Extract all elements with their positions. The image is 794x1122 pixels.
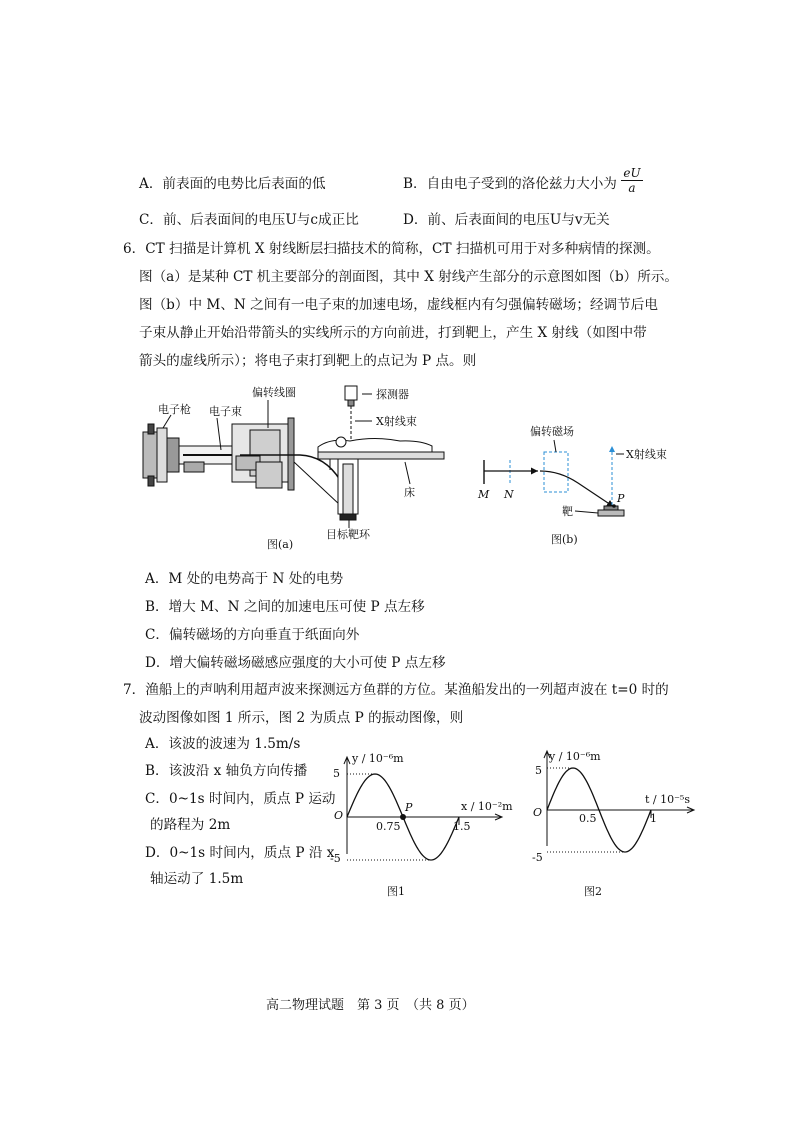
chart-1-xtick-end: 1.5 (453, 820, 471, 833)
q7-option-d: D．0~1s 时间内，质点 P 沿 x (145, 845, 335, 861)
q6-option-d: D．增大偏转磁场磁感应强度的大小可使 P 点左移 (145, 655, 446, 671)
chart-2-xtick-mid: 0.5 (579, 812, 597, 825)
fraction-numerator: eU (623, 166, 641, 180)
label-detector: 探测器 (376, 388, 409, 401)
label-x-ray-beam-a: X射线束 (376, 415, 417, 428)
q6-option-a: A．M 处的电势高于 N 处的电势 (145, 571, 344, 587)
label-m-plate: M (478, 488, 490, 501)
q6-option-c: C．偏转磁场的方向垂直于纸面向外 (145, 627, 360, 643)
label-electron-gun: 电子枪 (158, 403, 191, 416)
chart-2-ylabel: y / 10⁻⁶m (549, 750, 601, 763)
q6-stem-line-3: 图（b）中 M、N 之间有一电子束的加速电场，虚线框内有匀强偏转磁场；经调节后电 (139, 297, 658, 313)
label-target-ring: 目标靶环 (326, 528, 370, 541)
chart-2-ytick-min: -5 (532, 851, 543, 864)
q7-option-b: B．该波沿 x 轴负方向传播 (145, 763, 308, 779)
figure-a-caption: 图(a) (267, 538, 294, 551)
q7-stem-line-1: 7．渔船上的声呐利用超声波来探测远方鱼群的方位。某渔船发出的一列超声波在 t=0 时的 (123, 682, 669, 698)
chart-2-xlabel: t / 10⁻⁵s (645, 793, 690, 806)
q6-stem-line-1: 6．CT 扫描是计算机 X 射线断层扫描技术的简称，CT 扫描机可用于对多种病情的探测。 (123, 241, 660, 257)
q6-option-b: B．增大 M、N 之间的加速电压可使 P 点左移 (145, 599, 425, 615)
label-point-p: P (617, 492, 625, 505)
q5-option-b: B．自由电子受到的洛伦兹力大小为 (403, 176, 617, 192)
chart-1-xtick-mid: 0.75 (376, 820, 401, 833)
chart-1-ylabel: y / 10⁻⁶m (352, 752, 404, 765)
chart-1-point-p: P (405, 801, 413, 814)
label-deflection-coil: 偏转线圈 (252, 386, 296, 399)
chart-1-caption: 图1 (387, 885, 405, 898)
label-deflection-field: 偏转磁场 (530, 425, 574, 438)
fraction-denominator: a (621, 180, 643, 195)
q7-option-a: A．该波的波速为 1.5m/s (145, 736, 301, 752)
figure-b-caption: 图(b) (551, 533, 578, 546)
q7-option-d-cont: 轴运动了 1.5m (150, 871, 244, 887)
chart-1-ytick-max: 5 (333, 767, 340, 780)
q7-option-c: C．0~1s 时间内，质点 P 运动 (145, 791, 336, 807)
label-electron-beam: 电子束 (209, 405, 242, 418)
q6-stem-line-4: 子束从静止开始沿带箭头的实线所示的方向前进，打到靶上，产生 X 射线（如图中带 (139, 325, 647, 341)
chart-1-xlabel: x / 10⁻²m (461, 800, 513, 813)
chart-2-xtick-end: 1 (650, 812, 657, 825)
chart-2-origin: O (533, 806, 543, 819)
q5-option-d: D．前、后表面间的电压U与v无关 (403, 212, 610, 228)
label-bed: 床 (404, 486, 415, 499)
q7-option-c-cont: 的路程为 2m (150, 817, 231, 833)
chart-1-ytick-min: -5 (330, 852, 341, 865)
q5-option-c: C．前、后表面间的电压U与c成正比 (139, 212, 359, 228)
label-x-ray-beam-b: X射线束 (626, 448, 667, 461)
label-target: 靶 (562, 505, 573, 518)
q6-stem-line-5: 箭头的虚线所示）；将电子束打到靶上的点记为 P 点。则 (139, 353, 477, 369)
q6-stem-line-2: 图（a）是某种 CT 机主要部分的剖面图，其中 X 射线产生部分的示意图如图（b）所示。 (139, 269, 679, 285)
chart-2-caption: 图2 (584, 885, 602, 898)
q7-stem-line-2: 波动图像如图 1 所示，图 2 为质点 P 的振动图像，则 (139, 710, 464, 726)
q5-option-a: A．前表面的电势比后表面的低 (139, 176, 326, 192)
page-footer: 高二物理试题 第 3 页 （共 8 页） (266, 998, 475, 1013)
label-n-plate: N (504, 488, 514, 501)
chart-2-ytick-max: 5 (535, 764, 542, 777)
chart-1-origin: O (334, 809, 344, 822)
